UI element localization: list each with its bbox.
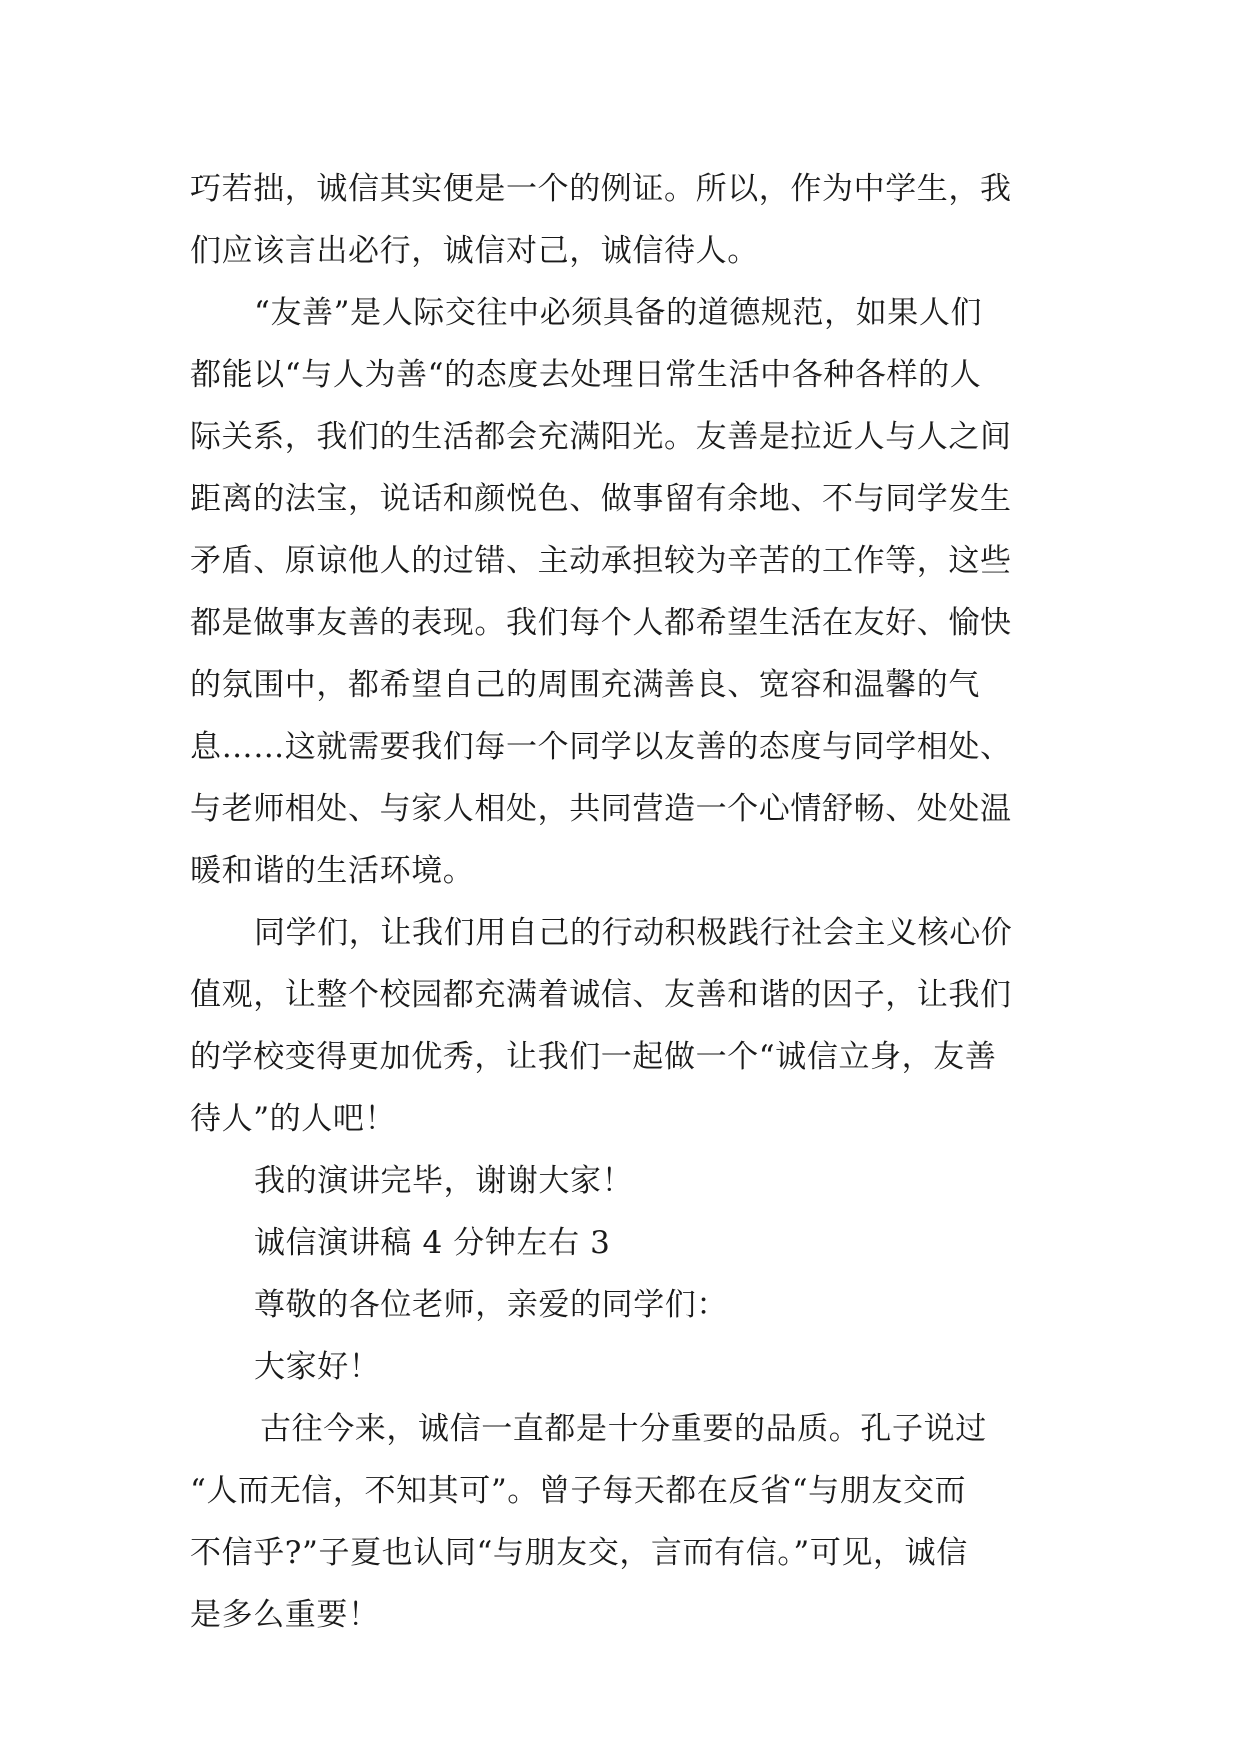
body-text xyxy=(190,158,1055,1646)
text-line-1: 巧若拙，诚信其实便是一个的例证。所以，作为中学生，我 xyxy=(190,171,1012,207)
text-line-3: “友善”是人际交往中必须具备的道德规范，如果人们 xyxy=(254,295,983,331)
text-line-8: 都是做事友善的表现。我们每个人都希望生活在友好、愉快 xyxy=(190,605,1012,641)
text-line-6: 距离的法宝，说话和颜悦色、做事留有余地、不与同学发生 xyxy=(190,481,1012,517)
text-line-5: 际关系，我们的生活都会充满阳光。友善是拉近人与人之间 xyxy=(190,419,1012,455)
text-line-24: 是多么重要！ xyxy=(190,1597,380,1633)
text-line-22: “人而无信，不知其可”。曾子每天都在反省“与朋友交而 xyxy=(190,1473,967,1509)
text-line-16: 待人”的人吧！ xyxy=(190,1101,397,1137)
text-line-2: 们应该言出必行，诚信对己，诚信待人。 xyxy=(190,233,759,269)
text-line-10: 息……这就需要我们每一个同学以友善的态度与同学相处、 xyxy=(190,729,1012,765)
text-line-19: 尊敬的各位老师，亲爱的同学们： xyxy=(254,1287,728,1323)
text-line-20: 大家好！ xyxy=(254,1349,381,1385)
text-line-14: 值观，让整个校园都充满着诚信、友善和谐的因子，让我们 xyxy=(190,977,1012,1013)
text-line-9: 的氛围中，都希望自己的周围充满善良、宽容和温馨的气 xyxy=(190,667,980,703)
text-line-11: 与老师相处、与家人相处，共同营造一个心情舒畅、处处温 xyxy=(190,791,1012,827)
text-line-21: 古往今来，诚信一直都是十分重要的品质。孔子说过 xyxy=(260,1411,987,1447)
text-line-15: 的学校变得更加优秀，让我们一起做一个“诚信立身，友善 xyxy=(190,1039,997,1075)
text-line-13: 同学们，让我们用自己的行动积极践行社会主义核心价 xyxy=(254,915,1013,951)
text-line-4: 都能以“与人为善“的态度去处理日常生活中各种各样的人 xyxy=(190,357,982,393)
text-line-23: 不信乎?”子夏也认同“与朋友交，言而有信。”可见，诚信 xyxy=(190,1535,968,1571)
text-line-17: 我的演讲完毕，谢谢大家！ xyxy=(254,1163,634,1199)
text-line-12: 暖和谐的生活环境。 xyxy=(190,853,475,889)
text-line-18: 诚信演讲稿 4 分钟左右 3 xyxy=(254,1225,611,1261)
text-line-7: 矛盾、原谅他人的过错、主动承担较为辛苦的工作等，这些 xyxy=(190,543,1012,579)
